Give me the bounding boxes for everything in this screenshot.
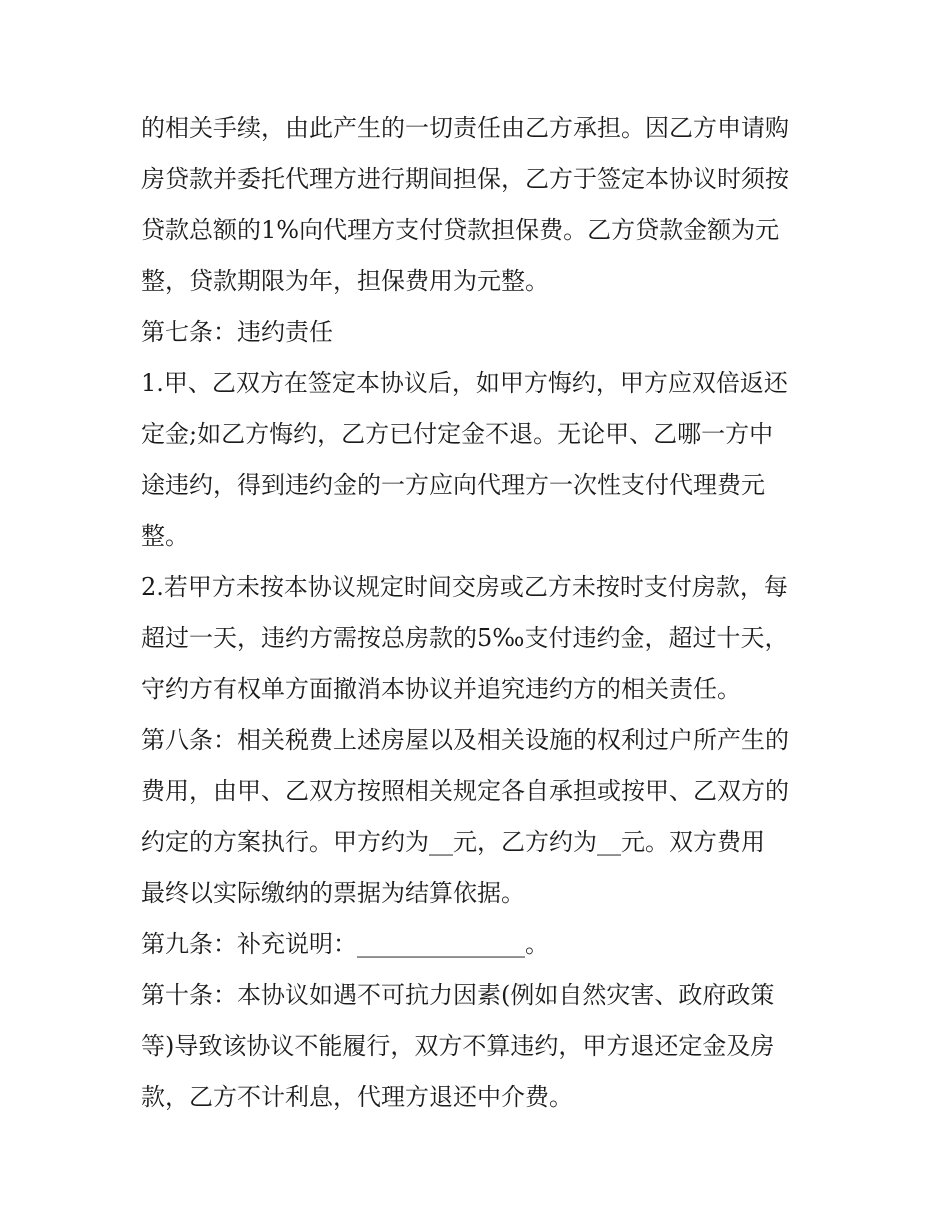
article-heading: 第七条：违约责任	[141, 318, 333, 346]
text-line: 费用，由甲、乙双方按照相关规定各自承担或按甲、乙双方的	[141, 777, 789, 805]
text-line: 途违约，得到违约金的一方应向代理方一次性支付代理费元	[141, 471, 765, 499]
text-line: 定金;如乙方悔约，乙方已付定金不退。无论甲、乙哪一方中	[141, 420, 774, 448]
article-heading: 第八条：相关税费上述房屋以及相关设施的权利过户所产生的	[141, 726, 789, 754]
text-line: 2.若甲方未按本协议规定时间交房或乙方未按时支付房款，每	[141, 573, 788, 601]
text-line: 款，乙方不计利息，代理方退还中介费。	[141, 1083, 573, 1111]
text-line: 房贷款并委托代理方进行期间担保，乙方于签定本协议时须按	[141, 165, 789, 193]
text-line: 最终以实际缴纳的票据为结算依据。	[141, 879, 525, 907]
text-line: 约定的方案执行。甲方约为__元，乙方约为__元。双方费用	[141, 828, 765, 856]
text-line: 整。	[141, 522, 189, 550]
text-line: 等)导致该协议不能履行，双方不算违约，甲方退还定金及房	[141, 1032, 775, 1060]
text-line: 1.甲、乙双方在签定本协议后，如甲方悔约，甲方应双倍返还	[141, 369, 788, 397]
text-line: 整，贷款期限为年，担保费用为元整。	[141, 267, 549, 295]
text-line: 超过一天，违约方需按总房款的5‰支付违约金，超过十天，	[141, 624, 789, 652]
text-line: 守约方有权单方面撤消本协议并追究违约方的相关责任。	[141, 675, 741, 703]
article-heading: 第十条：本协议如遇不可抗力因素(例如自然灾害、政府政策	[141, 981, 775, 1009]
text-line: 贷款总额的1%向代理方支付贷款担保费。乙方贷款金额为元	[141, 216, 780, 244]
article-heading: 第九条：补充说明：______________。	[141, 930, 549, 958]
document-body	[141, 103, 821, 1123]
text-line: 的相关手续，由此产生的一切责任由乙方承担。因乙方申请购	[141, 114, 789, 142]
